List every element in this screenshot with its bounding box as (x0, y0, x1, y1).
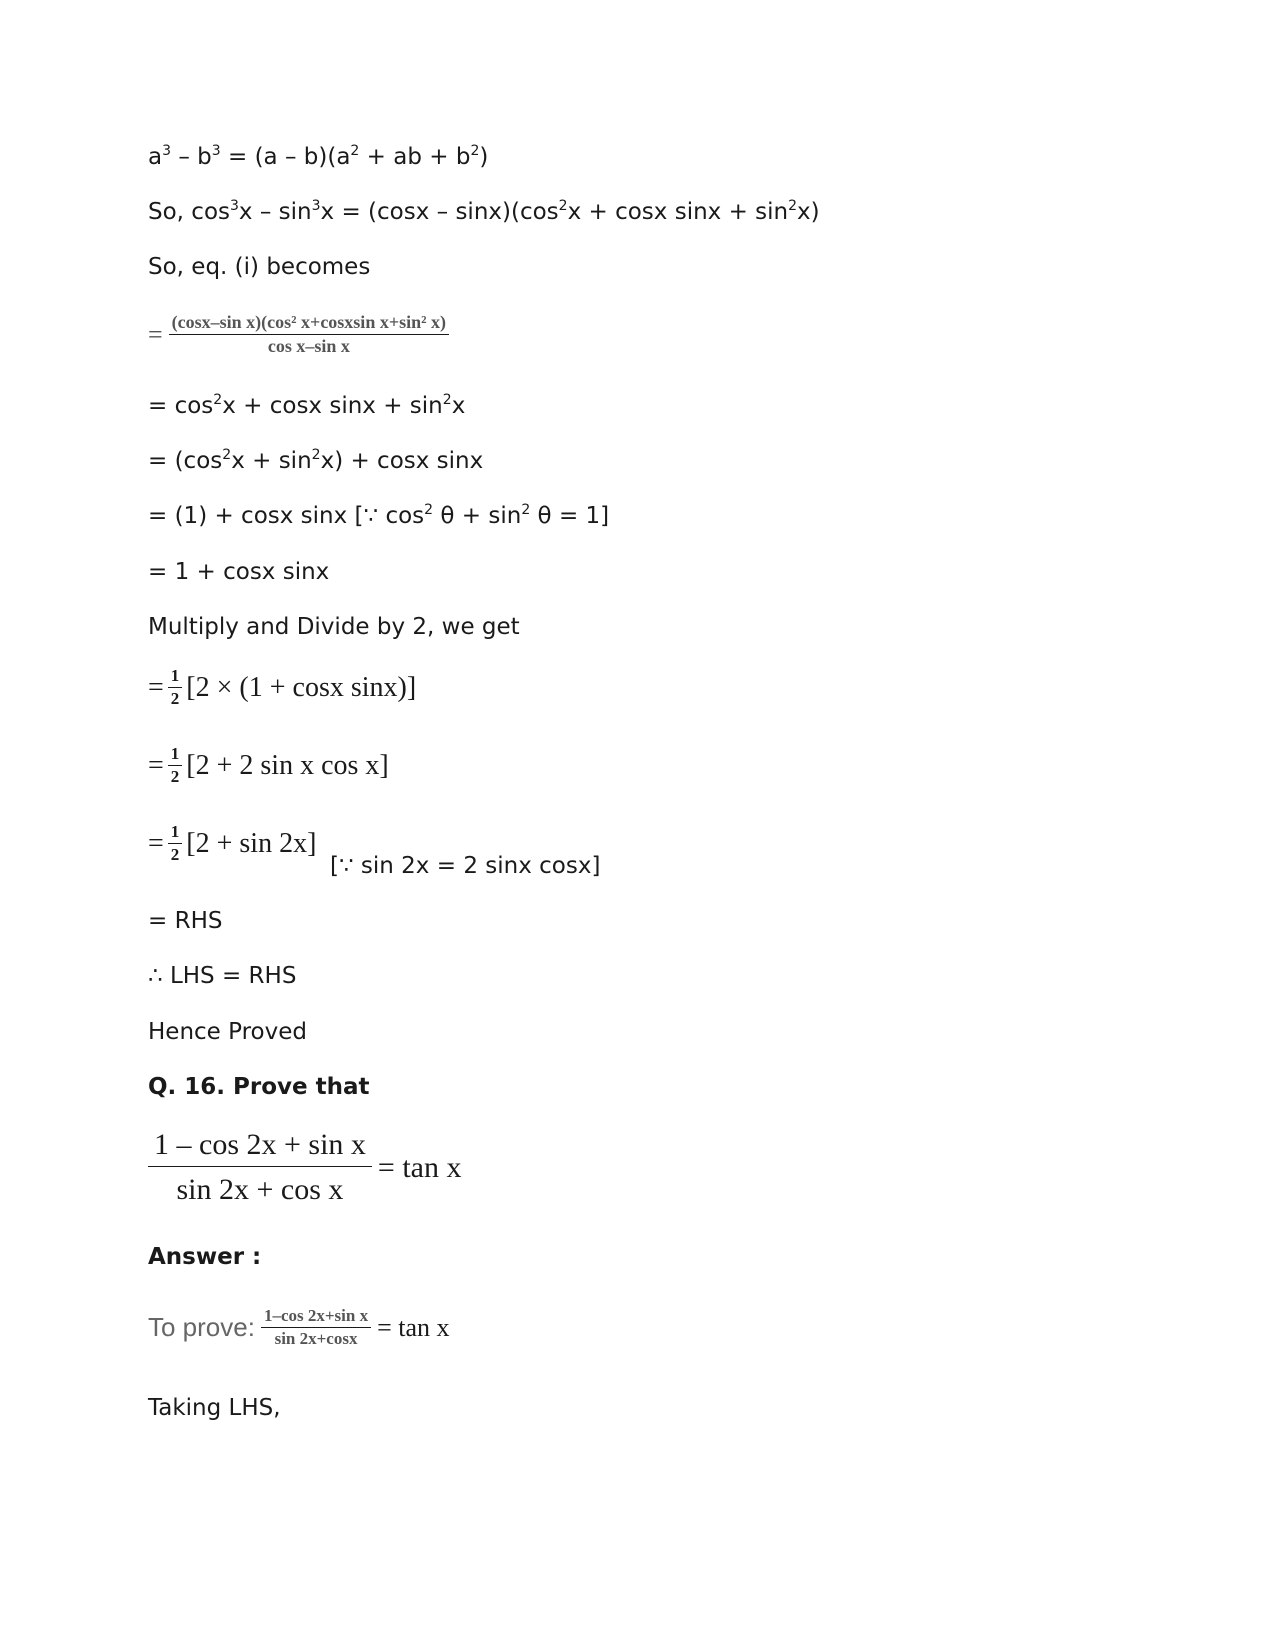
answer-label: Answer : (148, 1244, 262, 1270)
lhs-equals-rhs: ∴ LHS = RHS (148, 963, 297, 989)
eq-i-becomes: So, eq. (i) becomes (148, 254, 371, 280)
step-identity: = (1) + cosx sinx [∵ $\cos^2 \theta + \sin^2 \theta = 1$] (148, 502, 610, 529)
half-step-1-expr: [2 × (1 + cosx sinx)] (186, 671, 417, 703)
step-grouped: = $(\cos^2x + \sin^2x) + \cos x$ sinx (148, 447, 484, 474)
fraction-numerator: (cosx–sin x)(cos² x+cosxsin x+sin² x) (169, 312, 449, 335)
identity-cube-difference: $a^3 - b^3 = (a - b)(a^2$ + ab + $b^2$) (148, 143, 489, 170)
to-prove-denominator: sin 2x+cosx (274, 1329, 358, 1348)
multiply-divide-text: Multiply and Divide by 2, we get (148, 614, 520, 640)
question-16-heading: Q. 16. Prove that (148, 1074, 370, 1100)
to-prove-equation (148, 1306, 450, 1349)
half-step-1: = $\frac{1}{2}$ [2 × (1 + cosx sinx)] (148, 666, 417, 708)
half-step-3-expr: [2 + sin 2x] (186, 827, 317, 859)
equals-rhs: = RHS (148, 908, 223, 934)
cos-sin-cube-expansion: So, $\cos^3x - \sin^3x = (\cos x - \sin x)(\cos^2x + \cos x$ $\sin x + \sin^2x$) (148, 198, 820, 225)
fraction-denominator: cos x–sin x (267, 336, 350, 356)
step-expanded: = $\cos^2x + \cos x$ $\sin x + \sin^2x$ (148, 392, 466, 419)
equals-sign: = (148, 319, 163, 349)
step-simplified: = 1 + cosx sinx (148, 559, 330, 585)
question-16-equation (148, 1128, 462, 1207)
to-prove-label: To prove: (148, 1312, 255, 1342)
q16-denominator: sin 2x + cos x (176, 1173, 344, 1206)
double-angle-note: [∵ sin 2x = 2 sinx cosx] (330, 853, 601, 879)
q16-rhs: = tan x (377, 1150, 462, 1184)
to-prove-rhs: = tan x (377, 1312, 450, 1342)
half-step-2-expr: [2 + 2 sin x cos x] (186, 749, 389, 781)
fraction-step (148, 312, 449, 357)
half-step-3: = $\frac{1}{2}$ [2 + sin 2x] (148, 822, 317, 864)
q16-fraction (148, 1128, 372, 1207)
q16-numerator: 1 – cos 2x + sin x (148, 1128, 372, 1167)
to-prove-numerator: 1–cos 2x+sin x (261, 1306, 371, 1328)
fraction (169, 312, 449, 357)
hence-proved: Hence Proved (148, 1019, 307, 1045)
to-prove-fraction (261, 1306, 371, 1349)
half-step-2: = $\frac{1}{2}$ [2 + 2 sin x cos x] (148, 744, 389, 786)
taking-lhs: Taking LHS, (148, 1395, 281, 1421)
